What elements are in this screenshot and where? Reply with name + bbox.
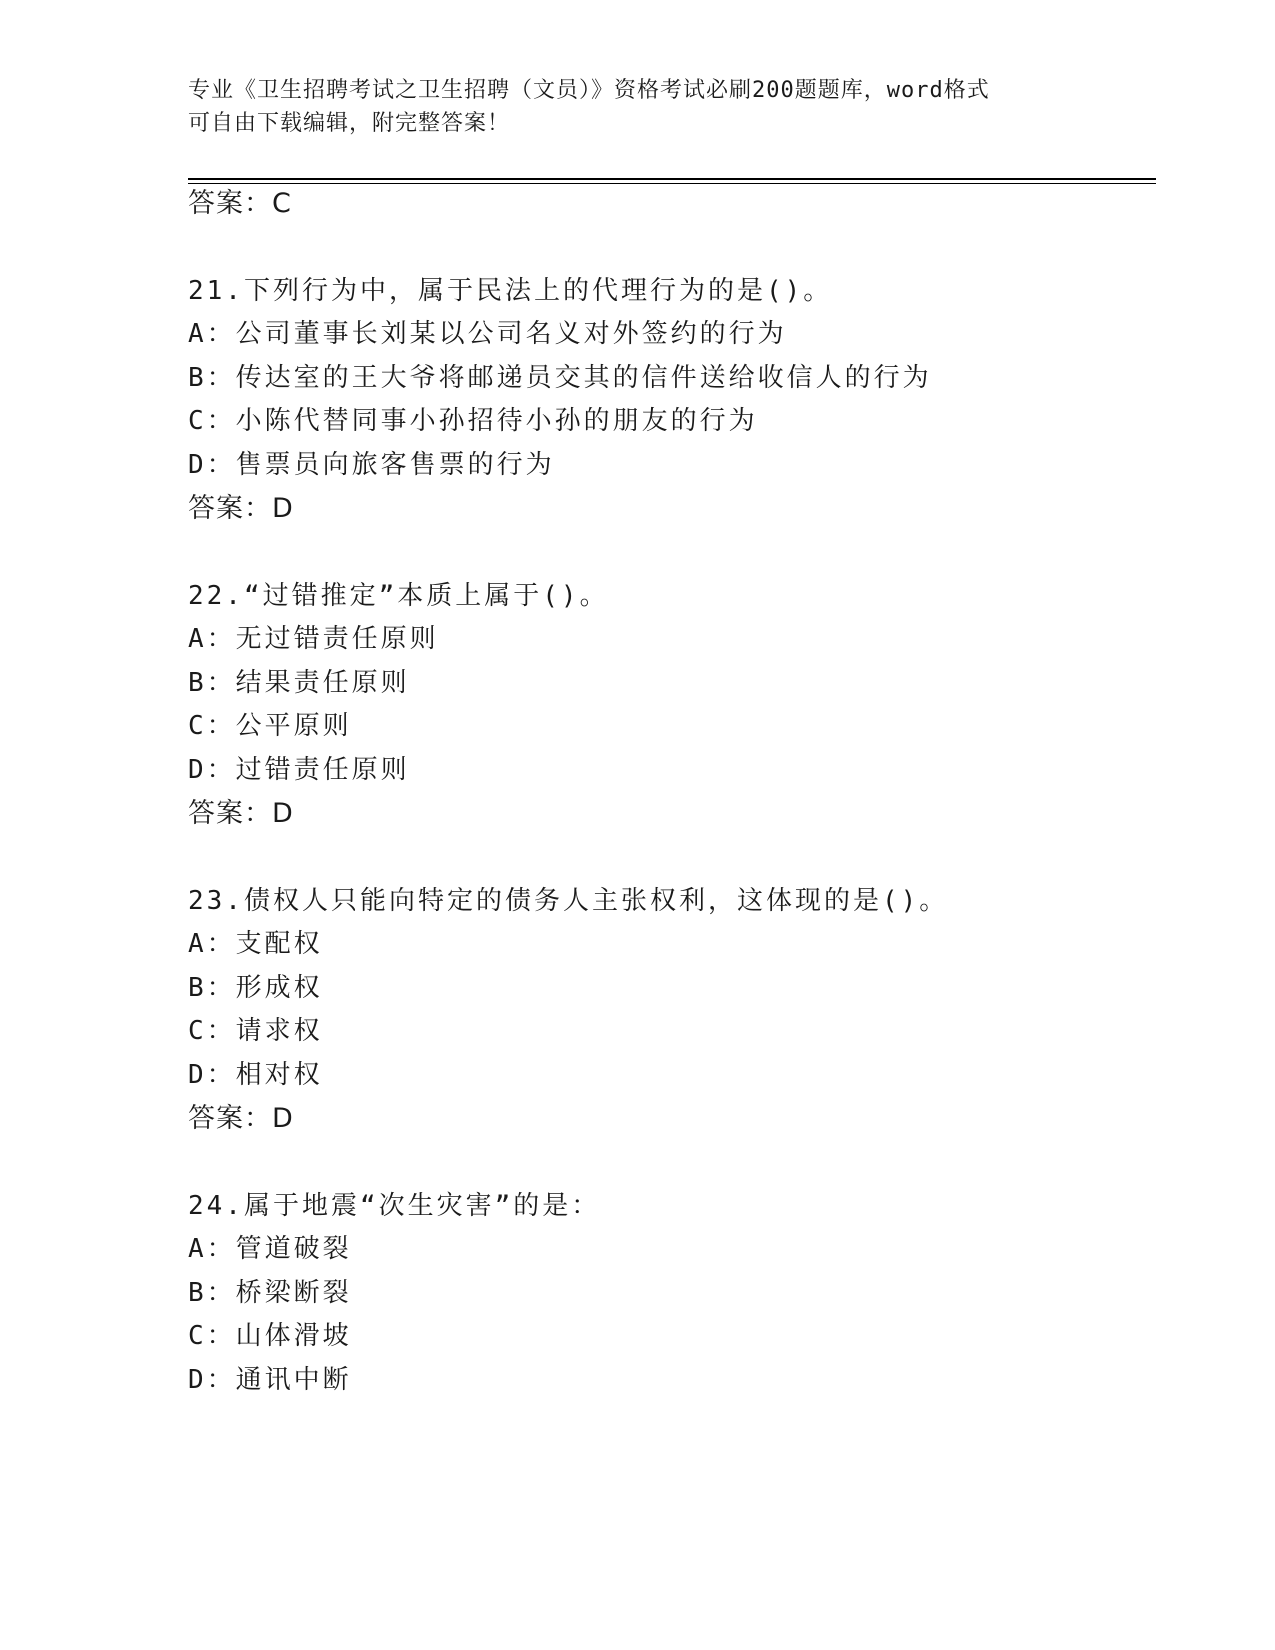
- header-line-1: 专业《卫生招聘考试之卫生招聘（文员）》资格考试必刷200题题库，word格式: [188, 78, 990, 103]
- option-b: B：形成权: [188, 973, 323, 1003]
- option-a: A：管道破裂: [188, 1234, 352, 1264]
- option-a: A：无过错责任原则: [188, 624, 439, 654]
- question-stem: 21.下列行为中，属于民法上的代理行为的是()。: [188, 276, 833, 306]
- option-d: D：相对权: [188, 1060, 323, 1090]
- option-d: D：售票员向旅客售票的行为: [188, 450, 555, 480]
- header-divider-thick: [188, 178, 1156, 180]
- header-line-2: 可自由下载编辑，附完整答案！: [188, 111, 511, 136]
- option-c: C：小陈代替同事小孙招待小孙的朋友的行为: [188, 406, 758, 436]
- option-a: A：支配权: [188, 929, 323, 959]
- question-stem: 23.债权人只能向特定的债务人主张权利，这体现的是()。: [188, 886, 949, 916]
- answer: 答案：D: [188, 493, 294, 524]
- answer: 答案：D: [188, 1103, 294, 1134]
- option-c: C：请求权: [188, 1016, 323, 1046]
- option-d: D：通讯中断: [188, 1365, 352, 1395]
- question-stem: 22.“过错推定”本质上属于()。: [188, 581, 609, 611]
- header-divider-thin: [188, 183, 1156, 184]
- option-b: B：结果责任原则: [188, 668, 410, 698]
- option-b: B：桥梁断裂: [188, 1278, 352, 1308]
- option-c: C：公平原则: [188, 711, 352, 741]
- document-header: [188, 74, 1088, 140]
- option-b: B：传达室的王大爷将邮递员交其的信件送给收信人的行为: [188, 363, 932, 393]
- question-stem: 24.属于地震“次生灾害”的是：: [188, 1191, 601, 1221]
- previous-answer: 答案：C: [188, 188, 292, 219]
- option-a: A：公司董事长刘某以公司名义对外签约的行为: [188, 319, 787, 349]
- option-c: C：山体滑坡: [188, 1321, 352, 1351]
- answer: 答案：D: [188, 798, 294, 829]
- option-d: D：过错责任原则: [188, 755, 410, 785]
